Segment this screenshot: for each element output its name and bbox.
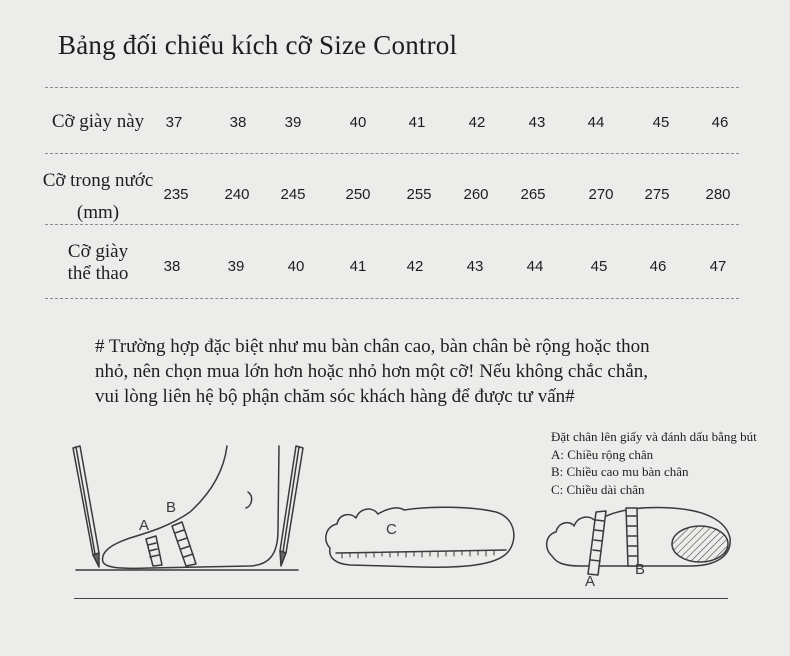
right-pencil-icon bbox=[280, 446, 303, 566]
label-b-top: B bbox=[635, 561, 646, 578]
size-cell: 42 bbox=[468, 114, 486, 131]
instruction-line: A: Chiều rộng chân bbox=[551, 446, 654, 462]
size-cell: 41 bbox=[349, 258, 367, 275]
note-line: # Trường hợp đặc biệt như mu bàn chân cao, bàn chân bè rộng hoặc thon bbox=[95, 336, 650, 357]
label-a-side: A bbox=[139, 517, 150, 534]
size-cell: 275 bbox=[644, 186, 670, 203]
size-cell: 40 bbox=[287, 258, 305, 275]
label-c-sole: C bbox=[386, 521, 397, 538]
size-cell: 38 bbox=[163, 258, 181, 275]
size-cell: 280 bbox=[705, 186, 731, 203]
instruction-line: B: Chiều cao mu bàn chân bbox=[551, 464, 689, 479]
label-b-side: B bbox=[166, 499, 177, 516]
side-instep-tape bbox=[172, 522, 196, 566]
size-cell: 47 bbox=[709, 258, 727, 275]
size-cell: 44 bbox=[587, 114, 605, 131]
size-cell: 235 bbox=[163, 186, 189, 203]
note-line: vui lòng liên hệ bộ phận chăm sóc khách hàng để được tư vấn# bbox=[95, 386, 575, 407]
row-label-line: thể thao bbox=[67, 263, 129, 284]
bottom-rule bbox=[74, 598, 728, 599]
instruction-line: Đặt chân lên giấy và đánh dấu bằng bút bbox=[551, 429, 757, 444]
size-cell: 46 bbox=[649, 258, 667, 275]
size-cell: 44 bbox=[526, 258, 544, 275]
size-cell: 43 bbox=[466, 258, 484, 275]
size-cell: 250 bbox=[345, 186, 371, 203]
page-title: Bảng đối chiếu kích cỡ Size Control bbox=[58, 30, 458, 60]
left-pencil-icon bbox=[73, 446, 99, 567]
size-cell: 43 bbox=[528, 114, 546, 131]
row-label-line: Cỡ giày bbox=[67, 241, 129, 262]
size-cell: 38 bbox=[229, 114, 247, 131]
size-cell: 41 bbox=[408, 114, 426, 131]
sole-outline bbox=[326, 507, 514, 567]
size-cell: 39 bbox=[284, 114, 302, 131]
size-cell: 45 bbox=[652, 114, 670, 131]
size-cell: 260 bbox=[463, 186, 489, 203]
size-cell: 42 bbox=[406, 258, 424, 275]
size-cell: 37 bbox=[165, 114, 183, 131]
heel-hatch bbox=[672, 526, 728, 562]
size-cell: 270 bbox=[588, 186, 614, 203]
size-cell: 265 bbox=[520, 186, 546, 203]
row-label-line: Cỡ trong nước bbox=[42, 170, 154, 191]
size-cell: 245 bbox=[280, 186, 306, 203]
size-cell: 45 bbox=[590, 258, 608, 275]
size-cell: 240 bbox=[224, 186, 250, 203]
note-line: nhỏ, nên chọn mua lớn hơn hoặc nhỏ hơn một cỡ! Nếu không chắc chắn, bbox=[95, 361, 649, 382]
row-label-line: Cỡ giày này bbox=[51, 111, 145, 132]
instruction-line: C: Chiều dài chân bbox=[551, 481, 645, 497]
row-label-line: (mm) bbox=[76, 202, 120, 223]
size-cell: 255 bbox=[406, 186, 432, 203]
size-cell: 46 bbox=[711, 114, 729, 131]
size-cell: 39 bbox=[227, 258, 245, 275]
label-a-top: A bbox=[585, 573, 596, 590]
size-cell: 40 bbox=[349, 114, 367, 131]
